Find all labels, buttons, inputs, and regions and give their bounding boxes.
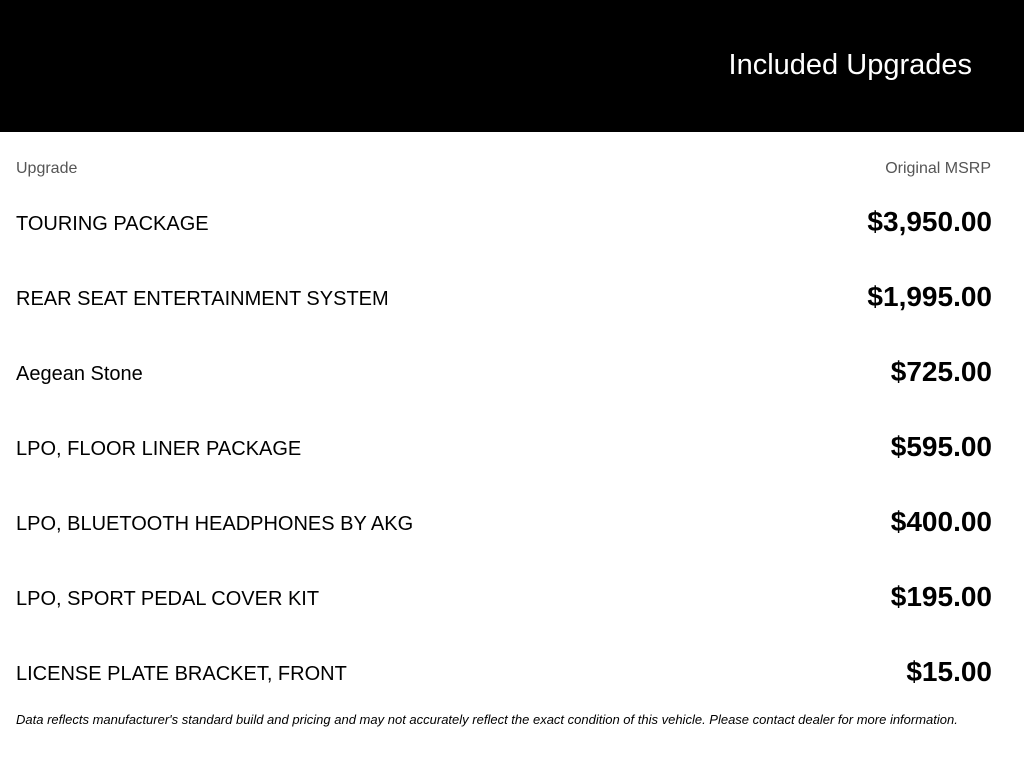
page-header (0, 0, 1024, 132)
upgrade-price: $595.00 (890, 431, 992, 462)
table-row (16, 259, 992, 334)
upgrade-price: $725.00 (890, 356, 992, 387)
upgrade-name: LPO, FLOOR LINER PACKAGE (16, 438, 302, 460)
upgrades-table (16, 158, 992, 687)
upgrade-name: TOURING PACKAGE (16, 213, 209, 235)
upgrade-price: $3,950.00 (867, 206, 992, 237)
upgrade-name: REAR SEAT ENTERTAINMENT SYSTEM (16, 288, 389, 310)
disclaimer-text: Data reflects manufacturer's standard build and pricing and may not accurately reflect the exact condition of this vehicle. Please contact dealer for more information. (16, 712, 958, 727)
upgrade-price: $15.00 (906, 656, 992, 687)
table-body (16, 184, 992, 709)
page-title: Included Upgrades (728, 49, 972, 81)
column-header-upgrade: Upgrade (16, 160, 78, 177)
table-row (16, 634, 992, 709)
table-row (16, 484, 992, 559)
table-header (16, 158, 992, 182)
column-header-msrp: Original MSRP (885, 160, 991, 177)
table-row (16, 334, 992, 409)
upgrade-price: $1,995.00 (867, 281, 992, 312)
table-row (16, 409, 992, 484)
upgrade-name: LPO, SPORT PEDAL COVER KIT (16, 588, 320, 610)
table-row (16, 559, 992, 634)
upgrade-name: LPO, BLUETOOTH HEADPHONES BY AKG (16, 513, 414, 535)
upgrade-name: Aegean Stone (16, 363, 143, 385)
upgrade-price: $400.00 (890, 506, 992, 537)
table-row (16, 184, 992, 259)
upgrade-price: $195.00 (890, 581, 992, 612)
upgrade-name: LICENSE PLATE BRACKET, FRONT (16, 663, 347, 685)
